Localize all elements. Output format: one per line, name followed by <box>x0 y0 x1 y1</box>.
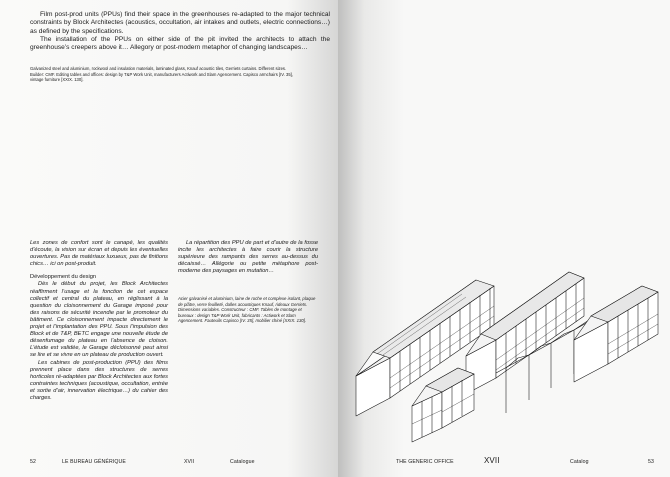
english-main-text <box>30 11 330 52</box>
greenhouse-right <box>574 286 658 382</box>
french-paragraph: Les cabines de post-production (PPU) des films prennent place dans des structures de serres horticoles ré-adaptées par Block Architectes aux fortes contraintes techniques (acoustique, occultation, entrée et sortie d’air, innervation électrique…) du cahier des charges. <box>30 359 168 401</box>
chapter-numeral-left: XVII <box>184 459 195 465</box>
french-paragraph: Dès le début du projet, les Block Architectes réaffirment l’usage et la fonction de cet espace collectif et central du plateau, en réglissant à la question du cloisonnement du Garage imposé pour des raisons de sécurité incendie par le promoteur du bâtiment. Ce cloisonnement impacte directement le projet et l’implantation des PPU. Sous l’impulsion des Block et de T&P, BETC engage une nouvelle étude de désenfumage du plateau en l’absence de cloison. L’étude est validée, le Garage décloisonné peut ainsi se lire et se vivre en un plateau de production ouvert. <box>30 281 168 359</box>
french-paragraph: La répartition des PPU de part et d’autre de la fosse incite les architectes à faire courir la structure supérieure des rampants des serres au-dessus du décaissé… Allégorie ou petite métaphore post-moderne des paysages en mutation… <box>178 240 318 275</box>
french-credits: Acier galvanisé et aluminium, laine de roche et complexe isolant, plaque de plâtre, verre feuilleté, dalles acoustiques Knauf, rideaux Gerriets. Dimensions variables. Constructeur : CMF. Tables de montage et bureaux : design T&P Work Unit, fabricants : Actiwork et Slam Agencement. Fauteuils Capisco [IV. 35], mobilier chiné [XXIX. 130]. <box>178 296 316 324</box>
right-page <box>338 0 670 477</box>
page-number-left: 52 <box>30 459 36 465</box>
chapter-numeral-right: XVII <box>484 456 500 465</box>
french-text-right-column <box>178 240 318 275</box>
english-paragraph: Film post-prod units (PPUs) find their space in the greenhouses re-adapted to the major technical constraints by Block Architectes (acoustics, occultation, air intakes and outlets, electric connections…) as defined by the specifications. <box>30 11 330 35</box>
french-text-left-column <box>30 240 168 402</box>
book-title-left: LE BUREAU GÉNÉRIQUE <box>62 459 126 465</box>
book-title-right: THE GENERIC OFFICE <box>396 459 454 465</box>
page-number-right: 53 <box>648 459 654 465</box>
french-paragraph: Les zones de confort sont le canapé, les qualités d’écoute, la vision sur écran et depuis les éventuelles ouvertures. Pas de matériaux luxueux, pas de finitions chics… ici on post-produit. <box>30 240 168 268</box>
greenhouse-small-front <box>412 368 474 442</box>
greenhouse-axonometric-drawing <box>346 228 664 450</box>
section-label-right: Catalog <box>570 459 589 465</box>
section-label-left: Catalogue <box>230 459 255 465</box>
french-section-heading: Développement du design <box>30 274 97 281</box>
english-paragraph: The installation of the PPUs on either side of the pit invited the architects to attach the greenhouse’s creepers above it… Allegory or post-modern metaphor of changing landscapes… <box>30 35 330 52</box>
english-credits: Galvanized steel and aluminium, rockwool and insulation materials, laminated glass, Knauf acoustic tiles, Gerriets curtains. Different sizes. Builder: CMF. Editing tables and offices: design by T&P Work Unit, manufacturers Actiwork and Slam Agencement. Capisco armchairs [IV. 35], vintage furniture [XXIX. 130]. <box>30 66 294 83</box>
